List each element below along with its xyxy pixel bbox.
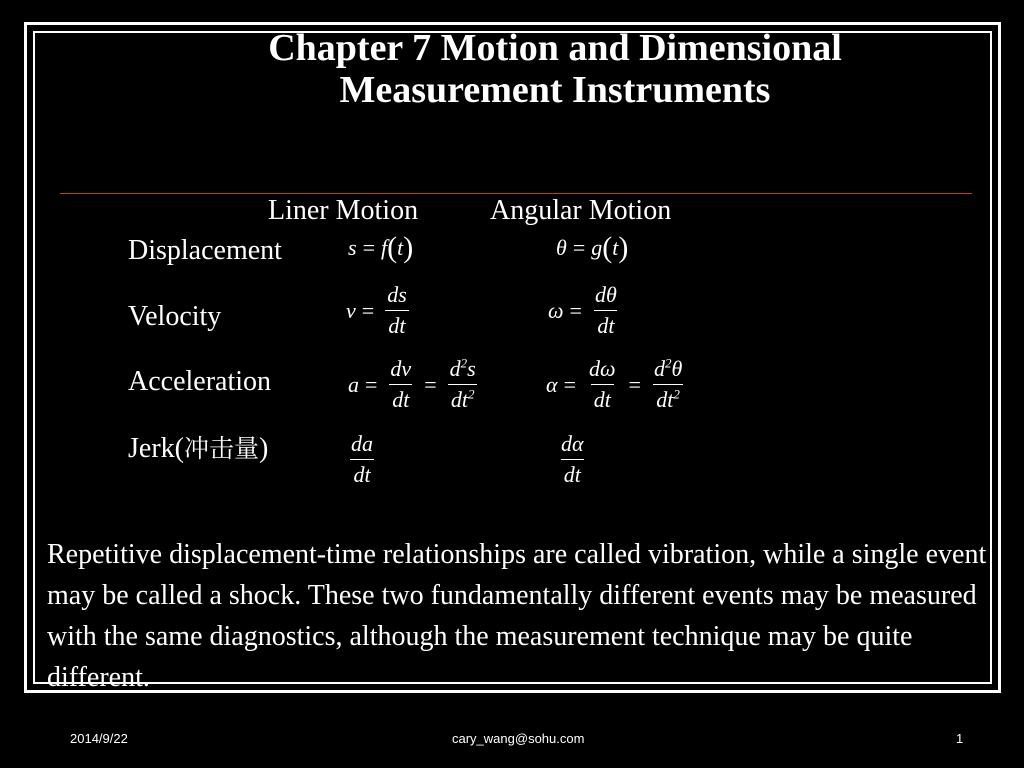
equation-angular-displacement: θ = g ( t ) <box>556 231 629 264</box>
title-divider <box>60 193 972 194</box>
equation-angular-velocity: ω = $\frac{d\theta}{dt}$ <box>548 282 617 338</box>
equation-linear-jerk: $\frac{da}{dt}$ <box>351 431 373 487</box>
equation-linear-acceleration: a = $\frac{dv}{dt}$ = $\frac{d^2s}{dt^2}$ <box>348 355 476 412</box>
row-label-displacement: Displacement <box>128 235 282 266</box>
body-paragraph: Repetitive displacement-time relationships are called vibration, while a single event may be called a shock. These two fundamentally different events may be measured with the same diagnostics, although the measurement technique may be quite different. <box>47 539 987 693</box>
jerk-suffix: ) <box>259 433 269 464</box>
equation-angular-acceleration: α = $\frac{d\omega}{dt}$ = $\frac{d^2\theta}{dt^2}$ <box>546 355 683 412</box>
title-line-2: Measurement Instruments <box>339 69 771 111</box>
equation-linear-velocity: v = $\frac{ds}{dt}$ <box>346 282 407 338</box>
column-header-angular: Angular Motion <box>490 195 672 226</box>
row-label-velocity: Velocity <box>128 301 222 332</box>
footer-date: 2014/9/22 <box>70 731 128 746</box>
jerk-prefix: Jerk( <box>128 433 184 464</box>
row-label-jerk <box>128 433 268 465</box>
slide-title <box>150 27 960 111</box>
row-label-acceleration: Acceleration <box>128 366 272 397</box>
equation-angular-jerk: $\frac{d\alpha}{dt}$ <box>561 431 584 487</box>
footer-page-number: 1 <box>956 731 964 746</box>
column-header-linear: Liner Motion <box>268 195 419 226</box>
title-line-1: Chapter 7 Motion and Dimensional <box>268 27 842 69</box>
jerk-cjk: 冲击量 <box>183 434 259 463</box>
footer-email: cary_wang@sohu.com <box>452 731 585 746</box>
equation-linear-displacement: s = f ( t ) <box>348 231 414 264</box>
